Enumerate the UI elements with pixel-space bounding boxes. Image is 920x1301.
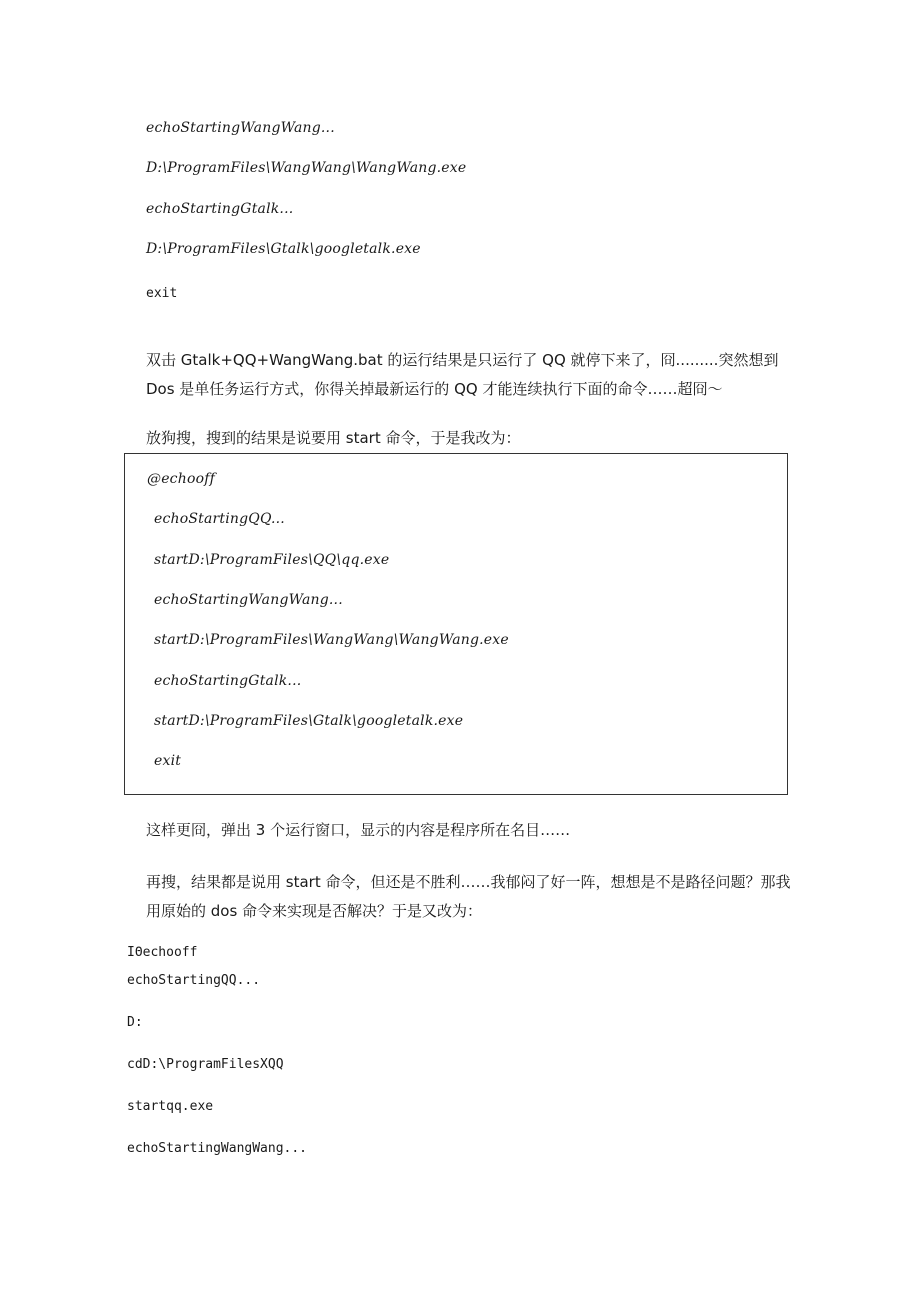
code-line: echoStartingQQ... [127, 973, 261, 988]
code-line: exit [154, 753, 182, 769]
code-line: D:\ProgramFiles\WangWang\WangWang.exe [146, 160, 467, 176]
code-line: D:\ProgramFiles\Gtalk\googletalk.exe [146, 241, 421, 257]
code-line: startD:\ProgramFiles\WangWang\WangWang.exe [154, 632, 509, 648]
code-line: echoStartingQQ... [154, 511, 285, 527]
code-line: startD:\ProgramFiles\Gtalk\googletalk.exe [154, 713, 464, 729]
paragraph-3: 这样更冏，弹出 3 个运行窗口，显示的内容是程序所在名目…… [146, 821, 571, 839]
code-line: echoStartingGtalk... [146, 201, 294, 217]
code-line: startD:\ProgramFiles\QQ\qq.exe [154, 552, 390, 568]
paragraph-2: 放狗搜，搜到的结果是说要用 start 命令，于是我改为： [146, 429, 521, 447]
paragraph-1: 双击 Gtalk+QQ+WangWang.bat 的运行结果是只运行了 QQ 就停下来了，冏.........突然想到 Dos 是单任务运行方式，你得关掉最新运行的 QQ 才能连续执行下面的命令……超冏～ [146, 351, 779, 398]
code-line: exit [146, 286, 178, 301]
paragraph-4: 再搜，结果都是说用 start 命令，但还是不胜利……我郁闷了好一阵，想想是不是路径问题？那我用原始的 dos 命令来实现是否解决？于是又改为： [146, 873, 791, 920]
code-line: startqq.exe [127, 1099, 214, 1114]
code-line: echoStartingWangWang... [154, 592, 343, 608]
code-line: echoStartingWangWang... [127, 1141, 308, 1156]
code-line: echoStartingWangWang... [146, 120, 335, 136]
code-box [124, 453, 788, 795]
code-line: cdD:\ProgramFilesXQQ [127, 1057, 284, 1072]
code-line: echoStartingGtalk... [154, 673, 302, 689]
code-line: @echooff [147, 471, 215, 487]
code-line: D: [127, 1015, 143, 1030]
code-line: IΘechooff [127, 945, 198, 960]
